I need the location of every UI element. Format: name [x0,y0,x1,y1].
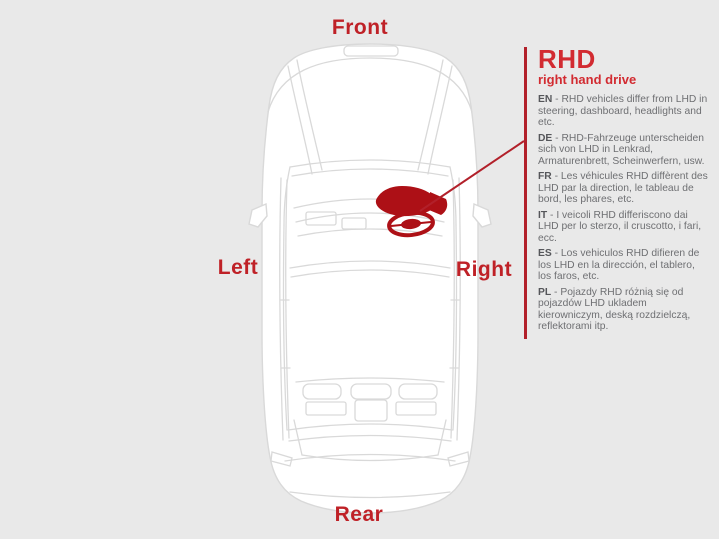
entry-text: Les véhicules RHD diffèrent des LHD par la direction, le tableau de bord, les phares, etc. [538,171,708,205]
entry-text: Los vehiculos RHD difieren de los LHD en la dirección, el tablero, los faros, etc. [538,248,700,282]
label-rear: Rear [334,503,384,526]
language-code: FR [538,171,552,182]
separator: - [551,286,561,298]
separator: - [551,248,561,259]
language-entry [538,287,710,333]
entry-text: I veicoli RHD differiscono dai LHD per lo sterzo, il cruscotto, i fari, ecc. [538,209,702,244]
entry-text: RHD-Fahrzeuge unterscheiden sich von LHD in Lenkrad, Armaturenbrett, Scheinwerfern, usw. [538,132,705,167]
separator: - [552,94,562,105]
language-code: DE [538,132,553,144]
rhd-info-panel [524,44,710,339]
language-entries [538,94,710,333]
language-code: IT [538,209,548,221]
label-left: Left [217,256,259,279]
panel-title: RHD [538,44,596,74]
language-code: ES [538,248,552,259]
separator: - [547,209,557,221]
label-right: Right [455,258,513,281]
language-code: EN [538,94,553,105]
language-entry [538,248,710,283]
language-entry [538,171,710,206]
entry-text: RHD vehicles differ from LHD in steering, dashboard, headlights and etc. [538,94,708,128]
separator: - [552,132,562,144]
language-entry [538,133,710,168]
language-entry [538,210,710,245]
separator: - [551,171,561,182]
entry-text: Pojazdy RHD różnią się od pojazdów LHD ukladem kierowniczym, deską rozdzielczą, reflektorami itp. [538,286,691,332]
language-entry [538,94,710,129]
language-code: PL [538,286,552,298]
label-front: Front [331,16,389,39]
panel-subtitle: right hand drive [538,72,637,87]
